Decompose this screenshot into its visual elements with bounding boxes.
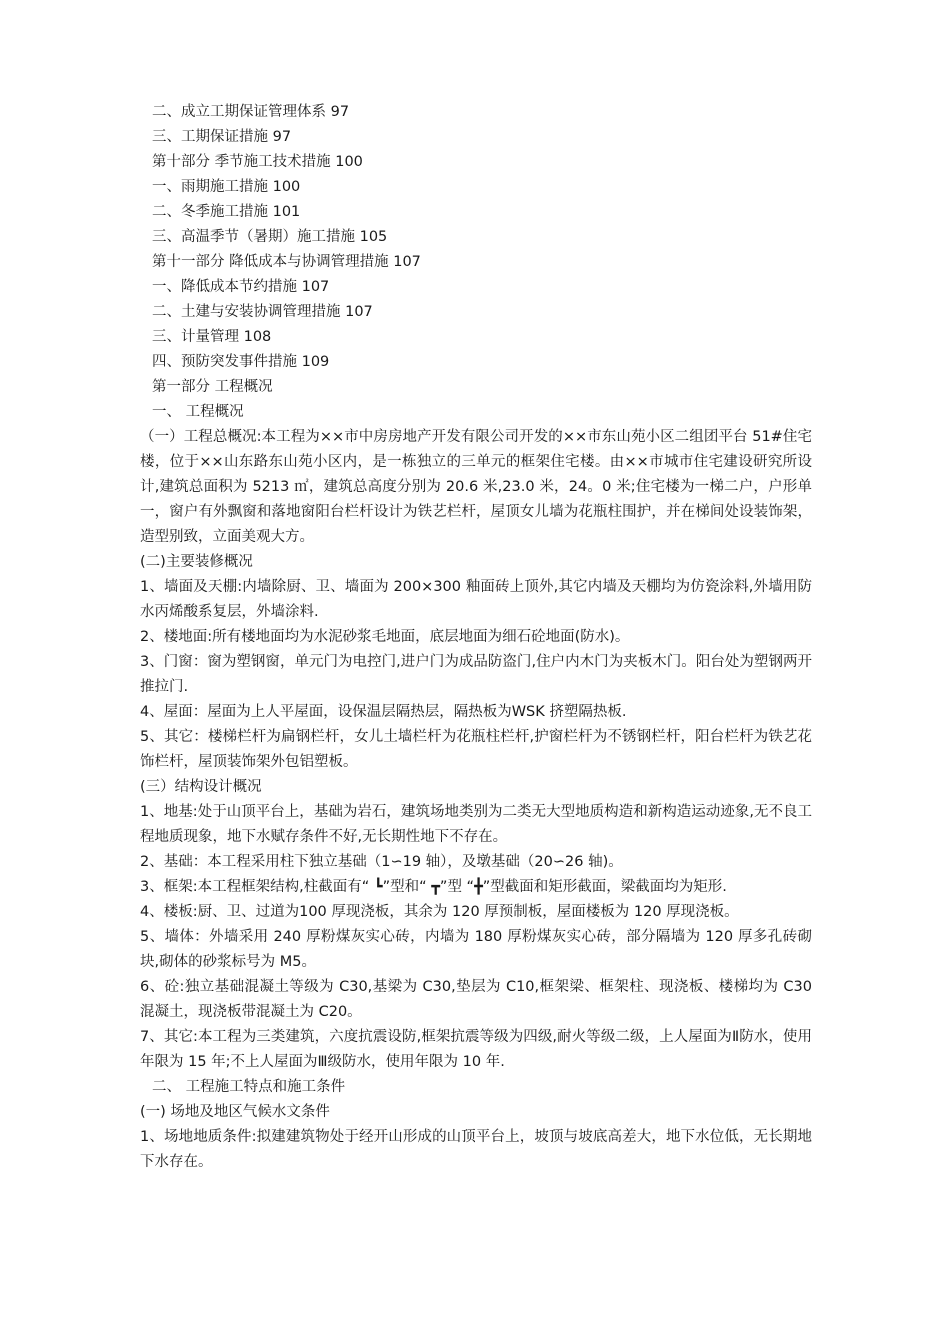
- structure-item: 1、地基:处于山顶平台上，基础为岩石，建筑场地类别为二类无大型地质构造和新构造运动迹象,无不良工程地质现象，地下水赋存条件不好,无长期性地下不存在。: [140, 804, 812, 845]
- toc-item: 一、降低成本节约措施 107: [152, 279, 330, 295]
- structure-item: 5、墙体：外墙采用 240 厚粉煤灰实心砖，内墙为 180 厚粉煤灰实心砖，部分隔墙为 120 厚多孔砖砌块,砌体的砂浆标号为 M5。: [140, 929, 812, 970]
- toc-item: 三、工期保证措施 97: [152, 129, 292, 145]
- structure-item: 2、基础：本工程采用柱下独立基础（1∽19 轴），及墩基础（20∽26 轴)。: [140, 854, 623, 870]
- part-heading: 第一部分 工程概况: [152, 379, 273, 395]
- subsection-heading: (三）结构设计概况: [140, 779, 262, 795]
- document-page: [140, 100, 812, 1175]
- toc-item: 第十一部分 降低成本与协调管理措施 107: [152, 254, 421, 270]
- toc-item: 二、土建与安装协调管理措施 107: [152, 304, 373, 320]
- decoration-item: 1、墙面及天棚:内墙除厨、卫、墙面为 200×300 釉面砖上顶外,其它内墙及天棚均为仿瓷涂料,外墙用防水丙烯酸系复层，外墙涂料.: [140, 579, 812, 620]
- toc-item: 二、成立工期保证管理体系 97: [152, 104, 350, 120]
- structure-item: 4、楼板:厨、卫、过道为100 厚现浇板，其余为 120 厚预制板，屋面楼板为 120 厚现浇板。: [140, 904, 739, 920]
- decoration-item: 3、门窗：窗为塑钢窗，单元门为电控门,进户门为成品防盗门,住户内木门为夹板木门。阳台处为塑钢两开推拉门.: [140, 654, 812, 695]
- structure-item: 7、其它:本工程为三类建筑，六度抗震设防,框架抗震等级为四级,耐火等级二级，上人屋面为Ⅱ防水，使用年限为 15 年;不上人屋面为Ⅲ级防水，使用年限为 10 年.: [140, 1029, 812, 1070]
- subsection-heading: (一) 场地及地区气候水文条件: [140, 1104, 330, 1120]
- site-condition-paragraph: 1、场地地质条件:拟建建筑物处于经开山形成的山顶平台上，坡顶与坡底高差大，地下水位低，无长期地下水存在。: [140, 1129, 812, 1170]
- toc-item: 三、计量管理 108: [152, 329, 272, 345]
- decoration-item: 4、屋面：屋面为上人平屋面，设保温层隔热层，隔热板为WSK 挤塑隔热板.: [140, 704, 627, 720]
- decoration-item: 2、楼地面:所有楼地面均为水泥砂浆毛地面，底层地面为细石砼地面(防水)。: [140, 629, 630, 645]
- section-heading: 二、 工程施工特点和施工条件: [152, 1079, 346, 1095]
- structure-item: 6、砼:独立基础混凝土等级为 C30,基梁为 C30,垫层为 C10,框架梁、框架柱、现浇板、楼梯均为 C30 混凝土，现浇板带混凝土为 C20。: [140, 979, 812, 1020]
- structure-item: 3、框架:本工程框架结构,柱截面有“ ┗”型和“ ┳”型 “╋”型截面和矩形截面，梁截面均为矩形.: [140, 879, 727, 895]
- section-heading: 一、 工程概况: [152, 404, 244, 420]
- toc-item: 第十部分 季节施工技术措施 100: [152, 154, 363, 170]
- decoration-item: 5、其它：楼梯栏杆为扁钢栏杆，女儿土墙栏杆为花瓶柱栏杆,护窗栏杆为不锈钢栏杆，阳台栏杆为铁艺花饰栏杆，屋顶装饰架外包铝塑板。: [140, 729, 812, 770]
- toc-item: 二、冬季施工措施 101: [152, 204, 301, 220]
- toc-list: [140, 100, 812, 375]
- toc-item: 三、高温季节（暑期）施工措施 105: [152, 229, 388, 245]
- toc-item: 一、雨期施工措施 100: [152, 179, 301, 195]
- overview-paragraph: （一）工程总概况:本工程为××市中房房地产开发有限公司开发的××市东山苑小区二组团平台 51#住宅楼，位于××山东路东山苑小区内，是一栋独立的三单元的框架住宅楼。由××市城市住宅建设研究所设计,建筑总面积为 5213 ㎡，建筑总高度分别为 20.6 米,23.0 米，24。0 米;住宅楼为一梯二户，户形单一，窗户有外飘窗和落地窗阳台栏杆设计为铁艺栏杆，屋顶女儿墙为花瓶柱围护，并在梯间处设装饰架，造型别致，立面美观大方。: [140, 429, 812, 545]
- toc-item: 四、预防突发事件措施 109: [152, 354, 330, 370]
- subsection-heading: (二)主要装修概况: [140, 554, 253, 570]
